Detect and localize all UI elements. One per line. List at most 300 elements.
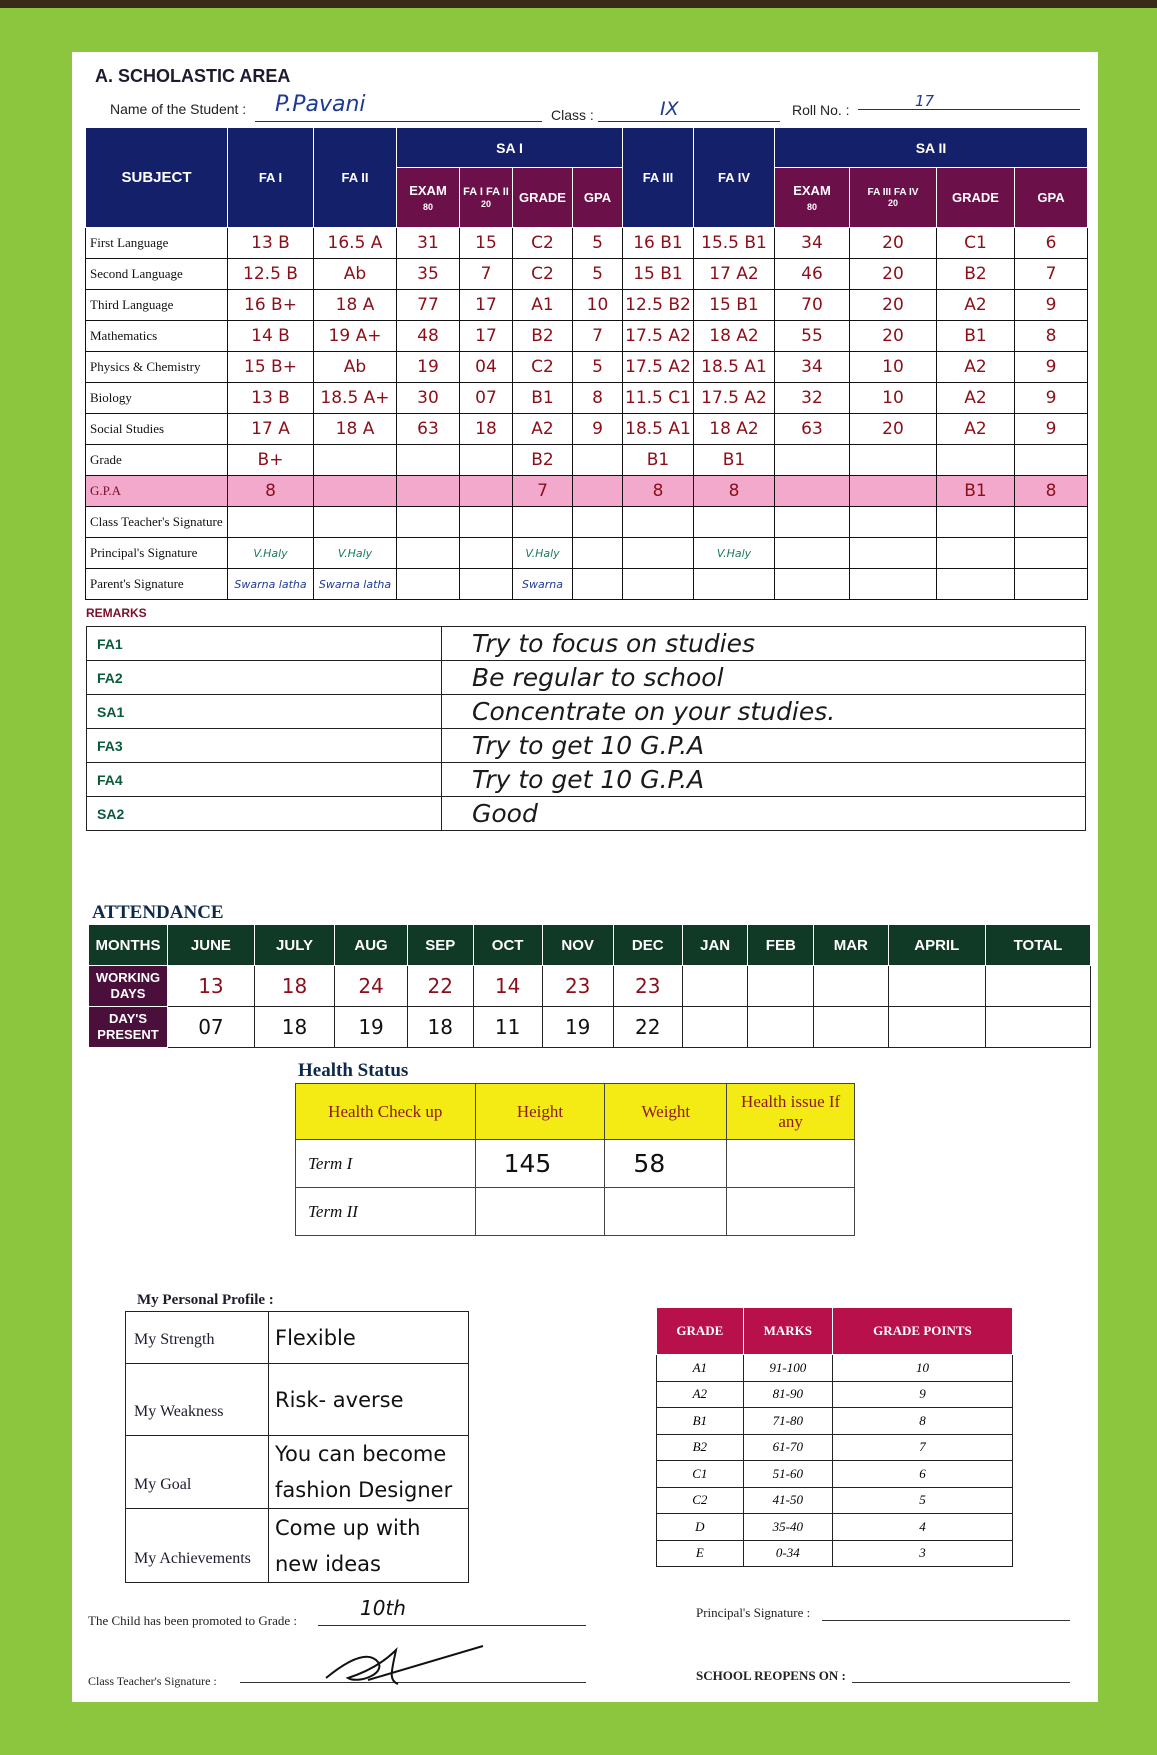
score-cell [460,507,513,538]
score-cell [694,569,775,600]
score-cell: 15 B1 [694,290,775,321]
roll-label: Roll No. : [792,102,850,118]
working-days-cell [814,966,888,1007]
profile-value: Risk- averse [269,1364,469,1436]
month-header: JUNE [168,925,255,966]
score-cell: 55 [775,321,850,352]
score-cell: B2 [513,445,573,476]
health-weight-cell [605,1188,727,1236]
fa1-header: FA I [228,128,314,228]
sa2-header: SA II [775,128,1088,168]
month-header: FEB [748,925,814,966]
principal-label: Principal's Signature : [696,1605,811,1620]
score-cell: 7 [513,476,573,507]
subject-name: Social Studies [86,414,228,445]
teacher-signature-icon [318,1640,488,1690]
grade-cell: 41-50 [743,1487,832,1514]
score-cell [937,507,1015,538]
score-cell [850,507,937,538]
health-row [296,1140,855,1188]
score-cell [623,538,694,569]
class-line [598,96,780,122]
score-cell: 20 [850,321,937,352]
score-cell: 63 [397,414,460,445]
score-cell: 04 [460,352,513,383]
remark-row [87,729,1086,763]
score-cell: 8 [1015,476,1088,507]
score-cell: V.Haly [694,538,775,569]
score-cell: 34 [775,228,850,259]
score-cell: 8 [1015,321,1088,352]
grade-cell: C2 [657,1487,744,1514]
score-cell [850,445,937,476]
class-value: IX [660,98,679,120]
score-cell [460,476,513,507]
profile-value: Flexible [269,1312,469,1364]
health-title: Health Status [298,1060,409,1081]
grade-cell: C1 [657,1461,744,1488]
score-cell: 17.5 A2 [694,383,775,414]
score-cell: 20 [850,414,937,445]
score-cell: 07 [460,383,513,414]
grade-cell: B1 [657,1408,744,1435]
remarks-table [86,626,1086,831]
table-row [86,228,1088,259]
profile-key: My Strength [126,1312,269,1364]
score-cell: 17 [460,321,513,352]
score-cell: 5 [573,228,623,259]
score-cell: 18 [460,414,513,445]
subject-name: Physics & Chemistry [86,352,228,383]
grade-header: MARKS [743,1308,832,1355]
health-issue-cell [727,1140,855,1188]
score-cell: 77 [397,290,460,321]
remarks-title: REMARKS [86,606,147,620]
working-days-cell [985,966,1090,1007]
score-cell: 70 [775,290,850,321]
score-cell: V.Haly [513,538,573,569]
score-cell: 20 [850,290,937,321]
roll-value: 17 [915,92,935,110]
remark-value: Concentrate on your studies. [442,695,1086,729]
health-header: Health issue If any [727,1084,855,1140]
score-cell [1015,445,1088,476]
score-cell: A1 [513,290,573,321]
subject-name: Second Language [86,259,228,290]
health-header-row [296,1084,855,1140]
score-cell [937,538,1015,569]
score-cell: 7 [460,259,513,290]
grade-cell: 10 [832,1355,1012,1382]
health-row [296,1188,855,1236]
days-present-cell: 18 [407,1007,473,1048]
score-cell: 35 [397,259,460,290]
score-cell: 17.5 A2 [623,352,694,383]
score-cell [775,538,850,569]
attendance-table [88,924,1091,1048]
remark-row [87,797,1086,831]
score-cell: A2 [937,290,1015,321]
score-cell: B+ [228,445,314,476]
grade-cell: 8 [832,1408,1012,1435]
score-cell: 8 [694,476,775,507]
sa1-exam-header: EXAM 80 [397,168,460,228]
score-cell: 18 A2 [694,414,775,445]
health-header: Height [475,1084,605,1140]
score-cell: 15.5 B1 [694,228,775,259]
subject-name: Grade [86,445,228,476]
working-days-cell [682,966,748,1007]
score-cell [1015,507,1088,538]
name-label: Name of the Student : [110,101,247,117]
grade-header-row [657,1308,1013,1355]
score-cell: 17 A [228,414,314,445]
remark-row [87,627,1086,661]
score-cell [937,445,1015,476]
score-cell: 31 [397,228,460,259]
score-cell [775,569,850,600]
score-cell: B1 [623,445,694,476]
remark-value: Be regular to school [442,661,1086,695]
score-cell [397,476,460,507]
section-title-scholastic: A. SCHOLASTIC AREA [95,66,291,86]
score-cell [397,445,460,476]
table-row [86,321,1088,352]
reopens-label: SCHOOL REOPENS ON : [696,1668,846,1683]
working-days-label: WORKING DAYS [89,966,168,1007]
score-cell [850,476,937,507]
score-cell: C2 [513,259,573,290]
subject-name: G.P.A [86,476,228,507]
days-present-cell: 22 [613,1007,682,1048]
grade-row [657,1540,1013,1567]
score-cell: A2 [937,383,1015,414]
score-cell: B1 [937,476,1015,507]
score-cell: 7 [1015,259,1088,290]
health-height-cell: 145 [475,1140,605,1188]
promoted-label: The Child has been promoted to Grade : [88,1613,298,1628]
score-cell: 63 [775,414,850,445]
remark-value: Good [442,797,1086,831]
working-days-row [89,966,1091,1007]
working-days-cell: 24 [335,966,408,1007]
score-cell [573,569,623,600]
remark-key: SA2 [87,797,442,831]
remarks-body [87,627,1086,831]
term-label: Term II [296,1188,476,1236]
grade-cell: 91-100 [743,1355,832,1382]
score-cell: 18.5 A1 [623,414,694,445]
score-cell: 5 [573,352,623,383]
score-cell: 5 [573,259,623,290]
score-cell [460,538,513,569]
score-cell: 9 [1015,383,1088,414]
score-cell [623,569,694,600]
score-cell: 10 [850,352,937,383]
grade-header: GRADE [657,1308,744,1355]
score-cell: 17 A2 [694,259,775,290]
month-header: JULY [254,925,334,966]
score-cell: 32 [775,383,850,414]
score-cell: 8 [623,476,694,507]
score-cell [694,507,775,538]
grade-cell: A1 [657,1355,744,1382]
score-cell: 16.5 A [314,228,397,259]
days-present-row [89,1007,1091,1048]
grade-cell: 61-70 [743,1434,832,1461]
grade-cell: 0-34 [743,1540,832,1567]
grade-cell: B2 [657,1434,744,1461]
working-days-cell: 23 [542,966,613,1007]
score-cell: V.Haly [228,538,314,569]
remark-value: Try to focus on studies [442,627,1086,661]
scholastic-table [85,127,1088,600]
days-present-cell [814,1007,888,1048]
grade-cell: 7 [832,1434,1012,1461]
days-present-cell [682,1007,748,1048]
grade-body [657,1355,1013,1567]
profile-value: Come up with new ideas [269,1509,469,1583]
remark-row [87,763,1086,797]
score-cell [775,476,850,507]
score-cell [850,569,937,600]
working-days-cell [888,966,985,1007]
days-present-cell [888,1007,985,1048]
score-cell: Swarna latha [314,569,397,600]
days-present-label: DAY'S PRESENT [89,1007,168,1048]
score-cell: V.Haly [314,538,397,569]
table-row [86,259,1088,290]
fa3-header: FA III [623,128,694,228]
score-cell: 34 [775,352,850,383]
score-cell [314,476,397,507]
sa2-gpa-header: GPA [1015,168,1088,228]
table-row [86,445,1088,476]
grade-cell: 6 [832,1461,1012,1488]
sa2-fa34-header: FA III FA IV 20 [850,168,937,228]
health-issue-cell [727,1188,855,1236]
attendance-title: ATTENDANCE [92,902,224,923]
days-present-cell: 07 [168,1007,255,1048]
profile-key: My Weakness [126,1364,269,1436]
score-cell: 7 [573,321,623,352]
score-cell: 13 B [228,383,314,414]
score-cell: B1 [694,445,775,476]
grade-row [657,1514,1013,1541]
score-cell: Ab [314,259,397,290]
score-cell [573,445,623,476]
sa2-exam-header: EXAM 80 [775,168,850,228]
score-cell: 17.5 A2 [623,321,694,352]
score-cell [937,569,1015,600]
remark-value: Try to get 10 G.P.A [442,729,1086,763]
score-cell: 6 [1015,228,1088,259]
score-cell [397,569,460,600]
profile-row [126,1436,469,1509]
grade-cell: 81-90 [743,1381,832,1408]
score-cell: 17 [460,290,513,321]
subject-name: Third Language [86,290,228,321]
grade-row [657,1461,1013,1488]
table-row [86,383,1088,414]
score-cell [573,507,623,538]
score-cell: 18 A [314,414,397,445]
month-header: APRIL [888,925,985,966]
table-row [86,352,1088,383]
table-row [86,507,1088,538]
score-cell: C1 [937,228,1015,259]
sa2-grade-header: GRADE [937,168,1015,228]
score-cell [460,569,513,600]
score-cell: 18 A [314,290,397,321]
score-cell [228,507,314,538]
sa1-grade-header: GRADE [513,168,573,228]
score-cell: 20 [850,228,937,259]
subject-header: SUBJECT [86,128,228,228]
subject-name: Biology [86,383,228,414]
score-cell: 12.5 B [228,259,314,290]
remark-key: FA4 [87,763,442,797]
score-cell [573,476,623,507]
days-present-cell [985,1007,1090,1048]
score-cell: A2 [937,352,1015,383]
remark-key: FA3 [87,729,442,763]
score-cell: 12.5 B2 [623,290,694,321]
grade-cell: 4 [832,1514,1012,1541]
score-cell [775,507,850,538]
reopens-line [852,1665,1070,1683]
grade-scale-table [656,1307,1013,1567]
health-table [295,1083,855,1236]
month-header: AUG [335,925,408,966]
class-label: Class : [551,107,594,123]
month-header: JAN [682,925,748,966]
score-cell: 46 [775,259,850,290]
grade-row [657,1381,1013,1408]
profile-row [126,1312,469,1364]
days-present-cell: 11 [473,1007,542,1048]
scholastic-body [86,228,1088,600]
score-cell: 19 A+ [314,321,397,352]
score-cell: 9 [1015,414,1088,445]
attendance-months-row [89,925,1091,966]
table-row [86,476,1088,507]
health-header: Weight [605,1084,727,1140]
subject-name: Parent's Signature [86,569,228,600]
sa1-gpa-header: GPA [573,168,623,228]
score-cell [623,507,694,538]
remark-row [87,695,1086,729]
health-header: Health Check up [296,1084,476,1140]
health-height-cell [475,1188,605,1236]
score-cell: Swarna [513,569,573,600]
score-cell: 15 B+ [228,352,314,383]
score-cell: 14 B [228,321,314,352]
score-cell: B2 [513,321,573,352]
month-header: SEP [407,925,473,966]
score-cell: 16 B+ [228,290,314,321]
grade-cell: 3 [832,1540,1012,1567]
profile-value: You can become fashion Designer [269,1436,469,1509]
subject-name: Class Teacher's Signature [86,507,228,538]
table-row [86,538,1088,569]
score-cell: 9 [1015,352,1088,383]
score-cell: C2 [513,352,573,383]
table-row [86,290,1088,321]
grade-row [657,1408,1013,1435]
grade-row [657,1355,1013,1382]
score-cell [397,538,460,569]
month-header: TOTAL [985,925,1090,966]
score-cell: 11.5 C1 [623,383,694,414]
grade-cell: 35-40 [743,1514,832,1541]
promoted-line [318,1600,586,1626]
grade-header: GRADE POINTS [832,1308,1012,1355]
score-cell: 9 [1015,290,1088,321]
month-header: MAR [814,925,888,966]
score-cell [1015,569,1088,600]
score-cell: C2 [513,228,573,259]
working-days-cell: 18 [254,966,334,1007]
days-present-cell: 19 [542,1007,613,1048]
score-cell: 18.5 A1 [694,352,775,383]
working-days-cell: 23 [613,966,682,1007]
score-cell: B2 [937,259,1015,290]
score-cell [513,507,573,538]
grade-cell: 5 [832,1487,1012,1514]
score-cell [1015,538,1088,569]
working-days-cell: 22 [407,966,473,1007]
fa2-header: FA II [314,128,397,228]
grade-cell: 9 [832,1381,1012,1408]
profile-row [126,1509,469,1583]
roll-line [858,90,1080,110]
score-cell [850,538,937,569]
score-cell: Swarna latha [228,569,314,600]
score-cell: 16 B1 [623,228,694,259]
subject-name: Principal's Signature [86,538,228,569]
remark-row [87,661,1086,695]
score-cell: 18.5 A+ [314,383,397,414]
profile-title: My Personal Profile : [137,1292,274,1308]
term-label: Term I [296,1140,476,1188]
score-cell: B1 [937,321,1015,352]
score-cell [397,507,460,538]
fa4-header: FA IV [694,128,775,228]
subject-name: First Language [86,228,228,259]
promoted-value: 10th [360,1596,406,1620]
score-cell: 20 [850,259,937,290]
score-cell: 8 [228,476,314,507]
profile-row [126,1364,469,1436]
grade-cell: 51-60 [743,1461,832,1488]
background-strip [0,0,1157,8]
grade-row [657,1434,1013,1461]
month-header: NOV [542,925,613,966]
working-days-cell: 13 [168,966,255,1007]
score-cell: 9 [573,414,623,445]
score-cell: 15 [460,228,513,259]
score-cell: Ab [314,352,397,383]
score-cell: 10 [850,383,937,414]
score-cell: A2 [513,414,573,445]
grade-row [657,1487,1013,1514]
score-cell [573,538,623,569]
teacher-label: Class Teacher's Signature : [88,1674,217,1688]
score-cell: 8 [573,383,623,414]
profile-table [125,1311,469,1583]
score-cell: 18 A2 [694,321,775,352]
